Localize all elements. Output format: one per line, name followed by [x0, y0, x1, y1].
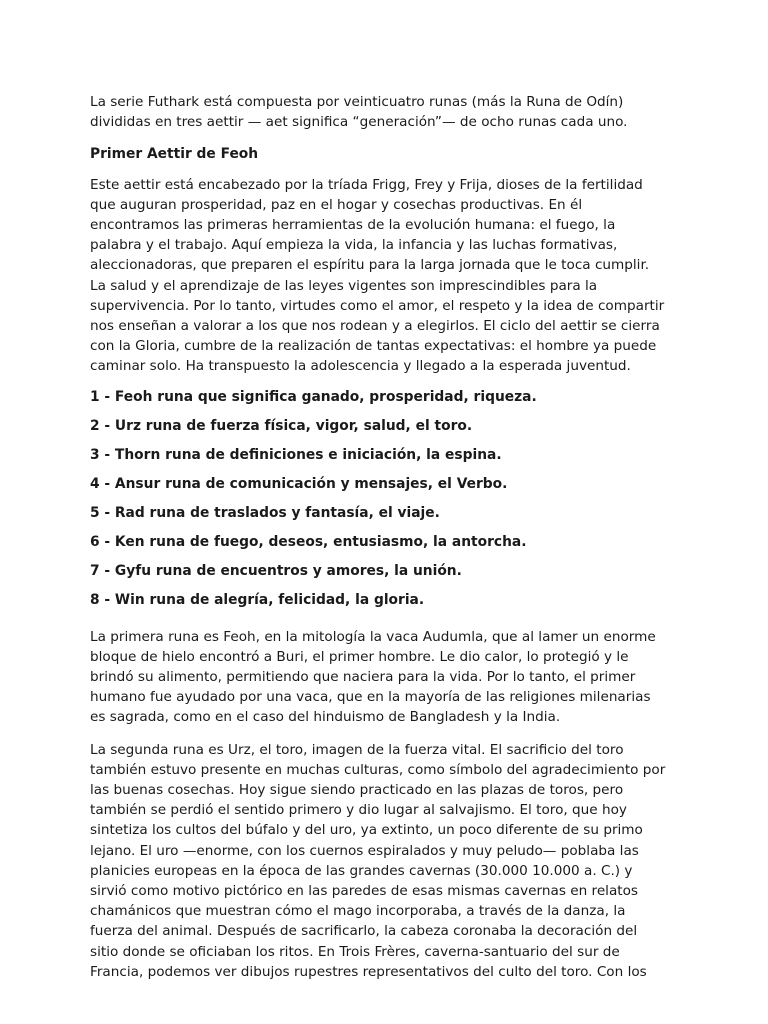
section-paragraph: Este aettir está encabezado por la tríada Frigg, Frey y Frija, dioses de la fertilidad que auguran prosperidad, paz en el hogar y cosechas productivas. En él encontramos las primeras herramientas de la evolución humana: el fuego, la palabra y el trabajo. Aquí empieza la vida, la infancia y las luchas formativas, aleccionadoras, que preparen el espíritu para la larga jornada que le toca cumplir. La salud y el aprendizaje de las leyes vigentes son imprescindibles para la supervivencia. Por lo tanto, virtudes como el amor, el respeto y la idea de compartir nos enseñan a valorar a los que nos rodean y a elegirlos. El ciclo del aettir se cierra con la Gloria, cumbre de la realización de tantas expectativas: el hombre ya puede caminar solo. Ha transpuesto la adolescencia y llegado a la esperada juventud.	[90, 176, 665, 375]
rune-item: 5 - Rad runa de traslados y fantasía, el viaje.	[90, 504, 440, 521]
rune-item: 1 - Feoh runa que significa ganado, prosperidad, riqueza.	[90, 388, 537, 405]
rune-item: 4 - Ansur runa de comunicación y mensajes, el Verbo.	[90, 475, 508, 492]
rune-item: 8 - Win runa de alegría, felicidad, la gloria.	[90, 591, 425, 608]
intro-paragraph: La serie Futhark está compuesta por veinticuatro runas (más la Runa de Odín) divididas en tres aettir — aet significa “generación”— de ocho runas cada uno.	[90, 94, 628, 131]
rune-item: 6 - Ken runa de fuego, deseos, entusiasmo, la antorcha.	[90, 533, 527, 550]
rune-item: 2 - Urz runa de fuerza física, vigor, salud, el toro.	[90, 417, 473, 434]
section-heading: Primer Aettir de Feoh	[90, 146, 259, 163]
rune-list	[90, 387, 690, 619]
urz-paragraph: La segunda runa es Urz, el toro, imagen de la fuerza vital. El sacrificio del toro también estuvo presente en muchas culturas, como símbolo del agradecimiento por las buenas cosechas. Hoy sigue siendo practicado en las plazas de toros, pero también se perdió el sentido primero y dio lugar al salvajismo. El toro, que hoy sintetiza los cultos del búfalo y del uro, ya extinto, un poco diferente de su primo lejano. El uro —enorme, con los cuernos espiralados y muy peludo— poblaba las planicies europeas en la época de las grandes cavernas (30.000 10.000 a. C.) y sirvió como motivo pictórico en las paredes de esas mismas cavernas en relatos chamánicos que muestran cómo el mago incorporaba, a través de la danza, la fuerza del animal. Después de sacrificarlo, la cabeza coronaba la decoración del sitio donde se oficiaban los ritos. En Trois Frères, caverna-santuario del sur de Francia, podemos ver dibujos rupestres representativos del culto del toro. Con los	[90, 741, 666, 980]
document-content	[90, 92, 690, 992]
rune-item: 7 - Gyfu runa de encuentros y amores, la unión.	[90, 562, 462, 579]
feoh-paragraph: La primera runa es Feoh, en la mitología la vaca Audumla, que al lamer un enorme bloque de hielo encontró a Buri, el primer hombre. Le dio calor, lo protegió y le brindó su alimento, permitiendo que naciera para la vida. Por lo tanto, el primer humano fue ayudado por una vaca, que en la mayoría de las religiones milenarias es sagrada, como en el caso del hinduismo de Bangladesh y la India.	[90, 628, 656, 726]
rune-item: 3 - Thorn runa de definiciones e iniciación, la espina.	[90, 446, 502, 463]
